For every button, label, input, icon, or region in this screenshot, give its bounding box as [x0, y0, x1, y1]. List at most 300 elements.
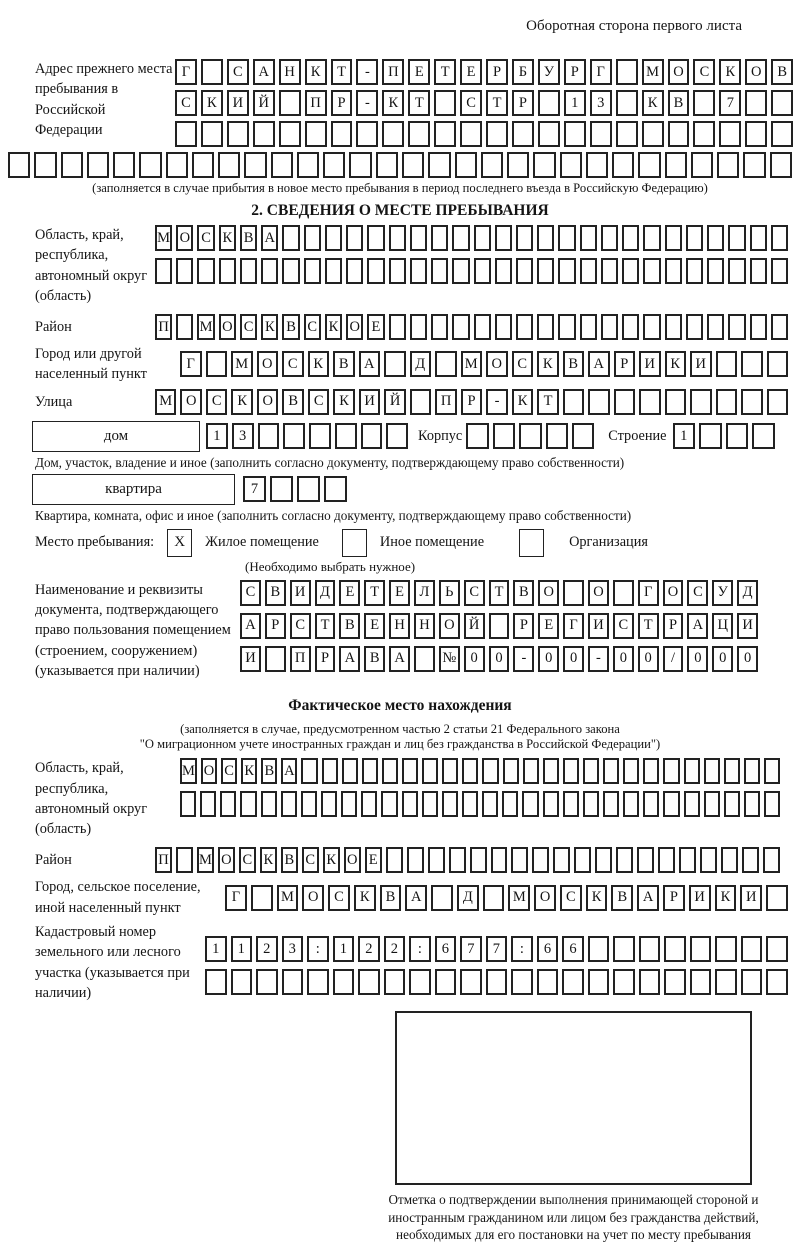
char-cell: Т	[486, 90, 508, 116]
char-cell	[717, 152, 739, 178]
char-cell	[511, 969, 533, 995]
actual-district-field	[35, 847, 800, 873]
char-cell: Г	[225, 885, 247, 911]
char-cell	[279, 121, 301, 147]
residential-checkbox	[167, 529, 192, 557]
char-cell: О	[588, 580, 609, 606]
char-cell	[693, 121, 715, 147]
char-cell	[665, 389, 686, 415]
char-cell	[616, 121, 638, 147]
char-cell	[643, 758, 659, 784]
char-cell	[474, 258, 491, 284]
char-cell	[231, 969, 253, 995]
char-cell	[590, 121, 612, 147]
city-row	[180, 351, 788, 377]
char-cell	[483, 885, 505, 911]
region-label: Область, край, республика, автономный округ (область)	[35, 227, 148, 304]
char-cell	[533, 152, 555, 178]
char-cell: 0	[538, 646, 559, 672]
char-cell	[771, 258, 788, 284]
char-cell: А	[389, 646, 410, 672]
char-cell	[767, 351, 789, 377]
char-cell	[742, 847, 759, 873]
section2-title: 2. СВЕДЕНИЯ О МЕСТЕ ПРЕБЫВАНИЯ	[251, 202, 549, 219]
stroenie-label: Строение	[608, 427, 667, 444]
char-cell: В	[265, 580, 286, 606]
char-cell	[139, 152, 161, 178]
char-cell	[382, 121, 404, 147]
char-cell: И	[690, 351, 712, 377]
char-cell: Д	[315, 580, 336, 606]
char-cell	[563, 791, 579, 817]
char-cell: 1	[205, 936, 227, 962]
char-cell	[258, 423, 280, 449]
actual-region-row-1	[180, 758, 780, 784]
char-cell: 0	[613, 646, 634, 672]
other-premises-checkbox	[342, 529, 367, 557]
char-cell	[691, 152, 713, 178]
char-cell	[265, 646, 286, 672]
char-cell: И	[639, 351, 661, 377]
char-cell: К	[354, 885, 376, 911]
char-cell	[519, 423, 541, 449]
char-cell	[323, 152, 345, 178]
char-cell	[389, 258, 406, 284]
char-cell: :	[307, 936, 329, 962]
char-cell: С	[240, 580, 261, 606]
char-cell: Л	[414, 580, 435, 606]
char-cell	[495, 258, 512, 284]
char-cell	[462, 791, 478, 817]
char-cell: И	[227, 90, 249, 116]
char-cell	[743, 152, 765, 178]
corner-note: Оборотная сторона первого листа	[526, 18, 742, 34]
char-cell: И	[737, 613, 758, 639]
stroenie-row	[673, 423, 775, 449]
char-cell	[583, 758, 599, 784]
char-cell	[639, 389, 660, 415]
char-cell: Т	[537, 389, 558, 415]
char-cell: О	[201, 758, 217, 784]
char-cell	[516, 258, 533, 284]
char-cell	[489, 613, 510, 639]
char-cell: Й	[384, 389, 405, 415]
char-cell	[616, 847, 633, 873]
region-row-2	[155, 258, 788, 284]
char-cell: В	[282, 389, 303, 415]
char-cell: В	[282, 314, 299, 340]
char-cell	[516, 314, 533, 340]
char-cell	[767, 389, 788, 415]
char-cell: 3	[232, 423, 254, 449]
prev-address-row-3	[175, 121, 793, 147]
char-cell: Е	[408, 59, 430, 85]
char-cell	[750, 314, 767, 340]
char-cell: Е	[365, 847, 382, 873]
char-cell	[532, 847, 549, 873]
char-cell: О	[176, 225, 193, 251]
street-label: Улица	[35, 393, 73, 410]
actual-region-field	[35, 758, 800, 839]
char-cell: В	[240, 225, 257, 251]
char-cell	[580, 225, 597, 251]
char-cell: Т	[434, 59, 456, 85]
char-cell	[493, 423, 515, 449]
korpus-label: Корпус	[418, 427, 463, 444]
char-cell	[763, 847, 780, 873]
char-cell: И	[290, 580, 311, 606]
char-cell	[197, 258, 214, 284]
char-cell	[704, 758, 720, 784]
char-cell: /	[663, 646, 684, 672]
char-cell: К	[586, 885, 608, 911]
char-cell: Р	[461, 389, 482, 415]
char-cell: В	[333, 351, 355, 377]
cadastral-label: Кадастровый номер земельного или лесного участка (указывается при наличии)	[35, 924, 190, 1001]
char-cell	[486, 121, 508, 147]
char-cell	[511, 847, 528, 873]
char-cell: 0	[737, 646, 758, 672]
char-cell	[643, 314, 660, 340]
char-cell	[558, 258, 575, 284]
char-cell: И	[359, 389, 380, 415]
char-cell	[663, 758, 679, 784]
char-cell	[637, 847, 654, 873]
document-row-3	[240, 646, 758, 672]
char-cell	[192, 152, 214, 178]
actual-city-label: Город, сельское поселение, иной населенный пункт	[35, 879, 201, 916]
stamp-note: Отметка о подтверждении выполнения принимающей стороной и иностранным гражданином или лицом без гражданства действий, необходимых для его постановки на учет по месту пребывания	[388, 1192, 759, 1243]
char-cell: С	[175, 90, 197, 116]
char-cell	[435, 351, 457, 377]
char-cell	[389, 314, 406, 340]
korpus-row	[466, 423, 594, 449]
cadastral-field	[35, 922, 800, 1003]
char-cell: М	[155, 225, 172, 251]
char-cell	[613, 936, 635, 962]
char-cell: К	[219, 225, 236, 251]
char-cell	[361, 791, 377, 817]
char-cell	[750, 258, 767, 284]
city-field	[35, 344, 800, 385]
char-cell: С	[460, 90, 482, 116]
house-label-box	[32, 421, 200, 452]
char-cell: Р	[315, 646, 336, 672]
char-cell	[588, 389, 609, 415]
char-cell	[522, 791, 538, 817]
char-cell	[603, 791, 619, 817]
char-cell	[601, 314, 618, 340]
char-cell	[586, 152, 608, 178]
char-cell	[261, 791, 277, 817]
char-cell: Т	[408, 90, 430, 116]
char-cell	[726, 423, 749, 449]
char-cell: 7	[460, 936, 482, 962]
char-cell	[367, 225, 384, 251]
house-label: дом	[103, 427, 129, 444]
char-cell	[770, 152, 792, 178]
char-cell: А	[281, 758, 297, 784]
char-cell: Е	[460, 59, 482, 85]
document-row-1	[240, 580, 758, 606]
char-cell	[503, 758, 519, 784]
char-cell	[431, 225, 448, 251]
char-cell	[381, 791, 397, 817]
house-note: Дом, участок, владение и иное (заполнить согласно документу, подтверждающему право собственности)	[35, 454, 625, 470]
char-cell: А	[339, 646, 360, 672]
char-cell: 6	[435, 936, 457, 962]
char-cell	[362, 758, 378, 784]
char-cell	[537, 969, 559, 995]
char-cell	[431, 885, 453, 911]
char-cell	[744, 791, 760, 817]
char-cell	[750, 225, 767, 251]
char-cell	[639, 969, 661, 995]
char-cell	[745, 121, 767, 147]
char-cell	[704, 791, 720, 817]
char-cell	[402, 758, 418, 784]
char-cell	[537, 258, 554, 284]
char-cell: К	[333, 389, 354, 415]
char-cell	[270, 476, 293, 502]
char-cell	[253, 121, 275, 147]
char-cell	[728, 225, 745, 251]
char-cell	[612, 152, 634, 178]
char-cell	[442, 791, 458, 817]
stay-type-note: (Необходимо выбрать нужное)	[245, 558, 416, 574]
char-cell	[595, 847, 612, 873]
char-cell: Ь	[439, 580, 460, 606]
char-cell	[563, 758, 579, 784]
char-cell	[583, 791, 599, 817]
char-cell: М	[180, 758, 197, 784]
char-cell	[707, 314, 724, 340]
char-cell: Г	[590, 59, 612, 85]
char-cell: Р	[512, 90, 534, 116]
char-cell	[410, 225, 427, 251]
char-cell: К	[512, 389, 533, 415]
street-row	[155, 389, 788, 415]
char-cell	[410, 258, 427, 284]
char-cell	[664, 936, 686, 962]
char-cell	[376, 152, 398, 178]
organization-checkbox	[519, 529, 544, 557]
char-cell: 7	[486, 936, 508, 962]
char-cell	[261, 258, 278, 284]
char-cell	[422, 791, 438, 817]
actual-region-row-2	[180, 791, 780, 817]
char-cell: М	[197, 314, 214, 340]
char-cell: Д	[457, 885, 479, 911]
char-cell: 3	[282, 936, 304, 962]
char-cell	[410, 314, 427, 340]
char-cell	[176, 314, 193, 340]
char-cell	[335, 423, 357, 449]
char-cell	[358, 969, 380, 995]
apartment-row	[243, 476, 347, 502]
char-cell: В	[261, 758, 277, 784]
char-cell	[244, 152, 266, 178]
char-cell	[495, 314, 512, 340]
char-cell	[563, 580, 584, 606]
char-cell: С	[290, 613, 311, 639]
char-cell	[716, 389, 737, 415]
district-field	[35, 314, 800, 340]
char-cell: 1	[333, 936, 355, 962]
char-cell	[745, 90, 767, 116]
document-label: Наименование и реквизиты документа, подтверждающего право пользования помещением (строением, сооружением) (указывается при наличии)	[35, 581, 231, 679]
char-cell: В	[281, 847, 298, 873]
char-cell	[623, 758, 639, 784]
char-cell: 2	[256, 936, 278, 962]
char-cell: С	[512, 351, 534, 377]
char-cell: 2	[384, 936, 406, 962]
char-cell: О	[439, 613, 460, 639]
char-cell	[553, 847, 570, 873]
char-cell	[304, 225, 321, 251]
apartment-label-box	[32, 474, 235, 505]
char-cell: Р	[331, 90, 353, 116]
char-cell	[665, 314, 682, 340]
char-cell: В	[563, 351, 585, 377]
residential-checkbox-mark: X	[174, 534, 186, 551]
char-cell	[367, 258, 384, 284]
char-cell	[460, 969, 482, 995]
char-cell	[741, 351, 763, 377]
document-grid	[240, 580, 758, 672]
char-cell: О	[486, 351, 508, 377]
char-cell: 6	[537, 936, 559, 962]
char-cell: О	[218, 847, 235, 873]
char-cell	[574, 847, 591, 873]
char-cell: 0	[687, 646, 708, 672]
char-cell	[301, 791, 317, 817]
char-cell	[482, 758, 498, 784]
char-cell: Т	[315, 613, 336, 639]
char-cell	[449, 847, 466, 873]
char-cell	[543, 758, 559, 784]
char-cell	[428, 847, 445, 873]
char-cell	[307, 969, 329, 995]
char-cell: П	[382, 59, 404, 85]
stamp-area	[395, 1011, 752, 1185]
char-cell	[766, 969, 788, 995]
house-field	[32, 421, 800, 452]
char-cell: Н	[389, 613, 410, 639]
char-cell	[771, 90, 793, 116]
char-cell: К	[260, 847, 277, 873]
char-cell	[716, 351, 738, 377]
char-cell	[516, 225, 533, 251]
char-cell: 2	[358, 936, 380, 962]
char-cell: П	[155, 847, 172, 873]
other-premises-label: Иное помещение	[379, 534, 485, 551]
char-cell	[486, 969, 508, 995]
char-cell	[431, 314, 448, 340]
char-cell	[771, 314, 788, 340]
char-cell	[766, 885, 788, 911]
char-cell	[470, 847, 487, 873]
char-cell: Д	[737, 580, 758, 606]
char-cell: Б	[512, 59, 534, 85]
char-cell: А	[253, 59, 275, 85]
char-cell: 0	[638, 646, 659, 672]
char-cell	[523, 758, 539, 784]
char-cell: О	[180, 389, 201, 415]
char-cell	[741, 969, 763, 995]
char-cell	[176, 847, 193, 873]
char-cell	[665, 258, 682, 284]
char-cell	[724, 791, 740, 817]
char-cell: В	[339, 613, 360, 639]
cadastral-row-2	[205, 969, 788, 995]
char-cell	[707, 225, 724, 251]
char-cell: К	[715, 885, 737, 911]
char-cell	[407, 847, 424, 873]
char-cell	[684, 791, 700, 817]
region-row-1	[155, 225, 788, 251]
char-cell: Е	[389, 580, 410, 606]
char-cell: С	[613, 613, 634, 639]
char-cell: Р	[486, 59, 508, 85]
char-cell: 1	[673, 423, 696, 449]
organization-label: Организация	[569, 534, 648, 551]
char-cell: Й	[464, 613, 485, 639]
cadastral-grid	[205, 936, 788, 995]
char-cell	[643, 258, 660, 284]
char-cell	[175, 121, 197, 147]
char-cell: -	[486, 389, 507, 415]
char-cell	[752, 423, 775, 449]
char-cell: 1	[564, 90, 586, 116]
char-cell: Р	[513, 613, 534, 639]
char-cell: К	[241, 758, 257, 784]
char-cell: У	[712, 580, 733, 606]
char-cell	[382, 758, 398, 784]
char-cell	[639, 936, 661, 962]
char-cell: И	[740, 885, 762, 911]
char-cell	[537, 225, 554, 251]
char-cell: Ц	[712, 613, 733, 639]
char-cell	[741, 936, 763, 962]
char-cell	[546, 423, 568, 449]
char-cell: Н	[279, 59, 301, 85]
char-cell	[642, 121, 664, 147]
char-cell: О	[344, 847, 361, 873]
char-cell: М	[461, 351, 483, 377]
char-cell: О	[257, 389, 278, 415]
char-cell: Е	[367, 314, 384, 340]
char-cell: Е	[339, 580, 360, 606]
char-cell: С	[221, 758, 237, 784]
char-cell: А	[637, 885, 659, 911]
char-cell	[201, 59, 223, 85]
char-cell	[622, 314, 639, 340]
char-cell	[256, 969, 278, 995]
char-cell: Е	[538, 613, 559, 639]
apartment-note: Квартира, комната, офис и иное (заполнить согласно документу, подтверждающему право собственности)	[35, 507, 632, 523]
char-cell	[643, 791, 659, 817]
char-cell	[693, 90, 715, 116]
char-cell: Р	[663, 613, 684, 639]
char-cell	[297, 476, 320, 502]
document-row-2	[240, 613, 758, 639]
char-cell	[283, 423, 305, 449]
char-cell: Д	[410, 351, 432, 377]
char-cell	[240, 791, 256, 817]
char-cell: 0	[464, 646, 485, 672]
char-cell	[491, 847, 508, 873]
